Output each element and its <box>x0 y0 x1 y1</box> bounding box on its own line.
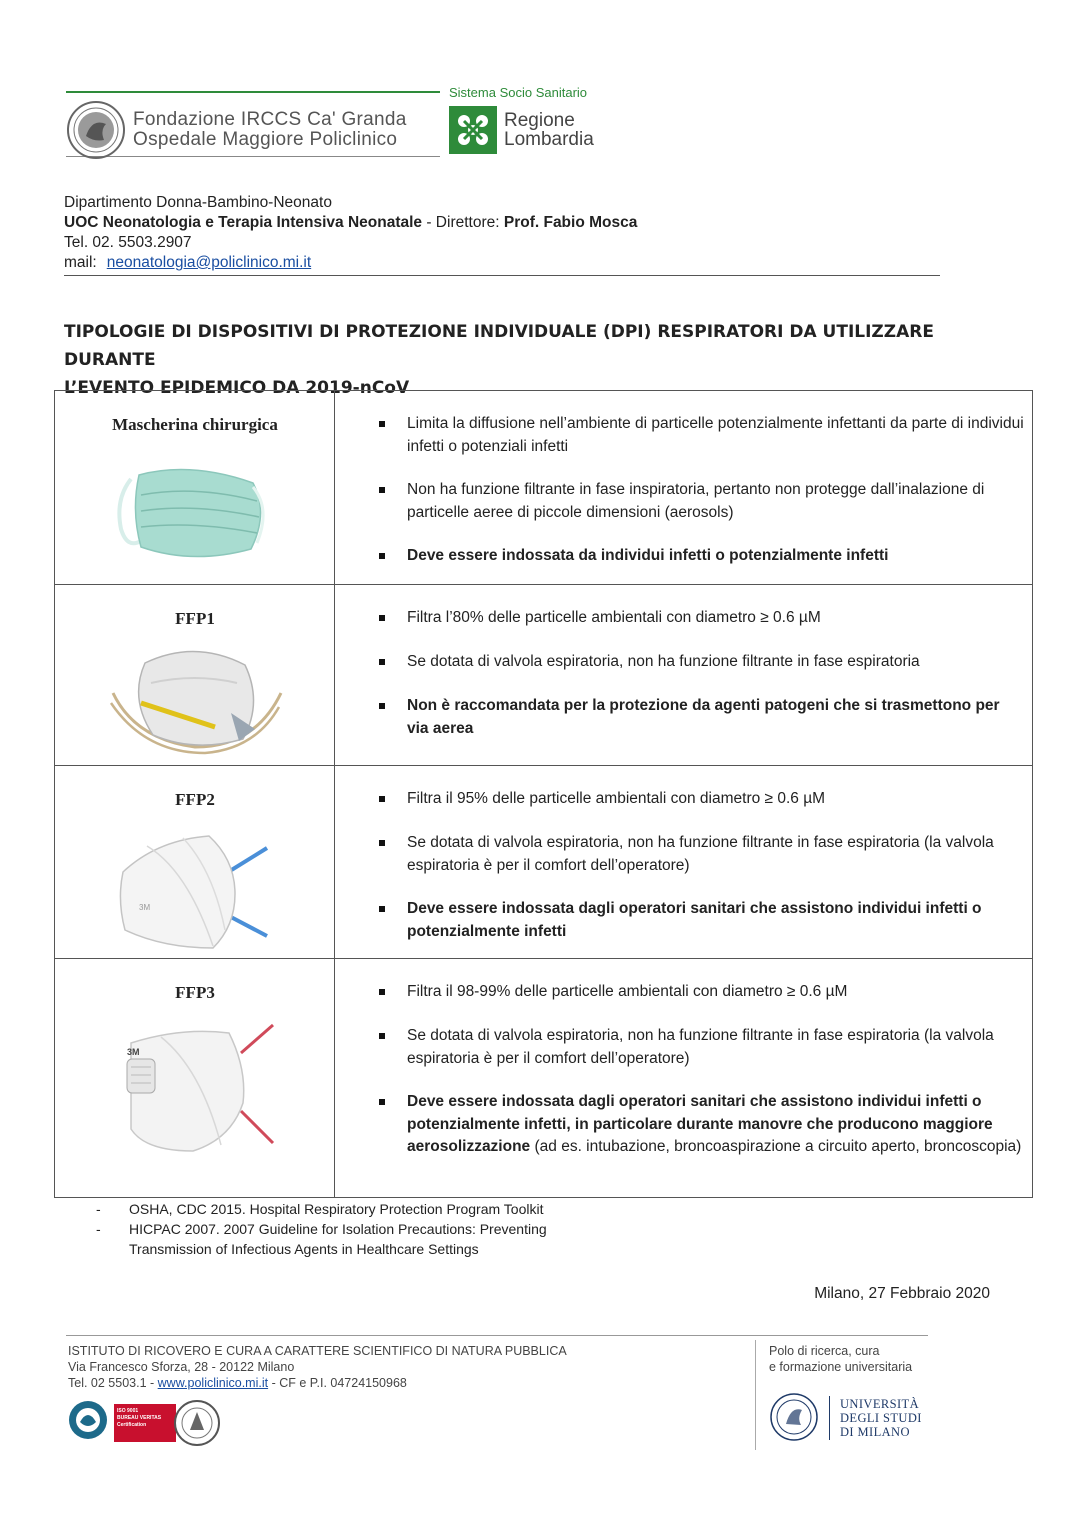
references <box>96 1199 547 1259</box>
bullet-text: Filtra il 95% delle particelle ambientali con diametro ≥ 0.6 µM <box>407 790 826 807</box>
surgical-mask-image <box>111 459 271 567</box>
document-date: Milano, 27 Febbraio 2020 <box>814 1285 990 1302</box>
director-separator: - Direttore: <box>422 214 504 231</box>
table-row <box>55 958 1032 1197</box>
bullet-text: Deve essere indossata da individui infetti o potenzialmente infetti <box>407 547 889 564</box>
foundation-line2: Ospedale Maggiore Policlinico <box>133 129 398 150</box>
bullet-text-tail: (ad es. intubazione, broncoaspirazione a circuito aperto, broncoscopia) <box>530 1138 1022 1155</box>
footer-vat: - CF e P.I. 04724150968 <box>268 1376 407 1390</box>
bullet-marker <box>379 906 385 912</box>
svg-text:3M: 3M <box>127 1047 140 1057</box>
bullet-marker <box>379 840 385 846</box>
director-name: Prof. Fabio Mosca <box>503 214 638 231</box>
department-rule <box>64 275 940 276</box>
regione-line2: Lombardia <box>504 129 594 150</box>
description-cell <box>335 391 1032 584</box>
bv-line3: Certification <box>117 1422 147 1428</box>
system-label: Sistema Socio Sanitario <box>449 85 588 100</box>
bullet-marker <box>379 1099 385 1105</box>
bv-line2: BUREAU VERITAS <box>117 1415 162 1421</box>
unit-name: UOC Neonatologia e Terapia Intensiva Neonatale <box>64 214 423 231</box>
polo-line2: e formazione universitaria <box>769 1360 913 1374</box>
reference-text: HICPAC 2007. 2007 Guideline for Isolation Precautions: Preventing <box>129 1221 547 1237</box>
dpi-table <box>54 390 1033 1198</box>
department-name: Dipartimento Donna-Bambino-Neonato <box>64 194 332 211</box>
bureau-veritas-badge <box>114 1404 222 1442</box>
title-line2: L’EVENTO EPIDEMICO DA 2019-nCoV <box>64 378 410 398</box>
ffp1-respirator-image <box>105 643 285 757</box>
bullet-item <box>375 651 1024 674</box>
bullet-item <box>375 413 1024 458</box>
reference-item <box>96 1219 547 1259</box>
regione-lombardia-name <box>504 111 594 149</box>
unimi-seal-logo <box>769 1392 819 1442</box>
department-tel: Tel. 02. 5503.2907 <box>64 234 192 251</box>
footer-tel: Tel. 02 5503.1 - <box>68 1376 158 1390</box>
unimi-line3: DI MILANO <box>840 1425 910 1439</box>
bullet-marker <box>379 615 385 621</box>
bullet-item <box>375 695 1024 740</box>
bullet-text: Deve essere indossata dagli operatori sanitari che assistono individui infetti o potenzialmente infetti, in particolare durante manovre che producono maggiore aerosolizzazione <box>407 1093 993 1155</box>
device-cell <box>55 959 335 1197</box>
mail-line <box>64 253 637 273</box>
title-line1: TIPOLOGIE DI DISPOSITIVI DI PROTEZIONE INDIVIDUALE (DPI) RESPIRATORI DA UTILIZZARE DURANTE <box>64 322 934 370</box>
device-name: FFP2 <box>175 790 215 809</box>
device-cell <box>55 391 335 584</box>
regione-lombardia-logo <box>449 106 497 154</box>
bullet-item <box>375 981 1024 1004</box>
bullet-text: Non è raccomandata per la protezione da agenti patogeni che si trasmettono per via aerea <box>407 697 1000 737</box>
bullet-marker <box>379 703 385 709</box>
bullet-marker <box>379 989 385 995</box>
unimi-line2: DEGLI STUDI <box>840 1411 922 1425</box>
footer-institute-info <box>68 1343 567 1391</box>
footer-line1: ISTITUTO DI RICOVERO E CURA A CARATTERE SCIENTIFICO DI NATURA PUBBLICA <box>68 1344 567 1358</box>
bullet-text: Se dotata di valvola espiratoria, non ha funzione filtrante in fase espiratoria (la valvola espiratoria è per il comfort dell’operatore) <box>407 1027 994 1067</box>
description-cell <box>335 766 1032 958</box>
bullet-text: Filtra l’80% delle particelle ambientali con diametro ≥ 0.6 µM <box>407 609 821 626</box>
bullet-marker <box>379 1033 385 1039</box>
unimi-divider <box>829 1396 830 1440</box>
device-cell <box>55 766 335 958</box>
device-name: FFP1 <box>175 609 215 628</box>
device-name: Mascherina chirurgica <box>112 415 278 434</box>
unimi-name <box>840 1397 922 1439</box>
bureau-veritas-label <box>114 1404 176 1442</box>
footer-website-link[interactable]: www.policlinico.mi.it <box>157 1376 269 1390</box>
bullet-item <box>375 788 1024 811</box>
header-green-rule <box>66 91 440 93</box>
bullet-marker <box>379 487 385 493</box>
reference-text-cont: Transmission of Infectious Agents in Healthcare Settings <box>129 1241 479 1257</box>
bullet-text: Limita la diffusione nell’ambiente di particelle potenzialmente infettanti da parte di individui infetti o potenziali infetti <box>407 415 1024 455</box>
bullet-item <box>375 479 1024 524</box>
mail-link[interactable]: neonatologia@policlinico.mi.it <box>106 254 312 271</box>
bullet-item <box>375 607 1024 630</box>
mail-label: mail: <box>64 254 97 271</box>
footer-line3 <box>68 1375 567 1391</box>
department-info <box>64 193 637 273</box>
bureau-veritas-seal-icon <box>172 1398 222 1448</box>
bv-line1: ISO 9001 <box>117 1408 139 1414</box>
bullet-text: Non ha funzione filtrante in fase inspiratoria, pertanto non protegge dall’inalazione di particelle aeree di piccole dimensioni (aerosols) <box>407 481 985 521</box>
bullet-marker <box>379 553 385 559</box>
regione-line1: Regione <box>504 110 575 131</box>
accredia-logo <box>68 1398 108 1446</box>
bullet-item <box>375 1091 1024 1159</box>
table-row <box>55 765 1032 958</box>
foundation-name <box>133 110 407 150</box>
bullet-text: Filtra il 98-99% delle particelle ambientali con diametro ≥ 0.6 µM <box>407 983 848 1000</box>
bullet-item <box>375 545 1024 568</box>
polo-line1: Polo di ricerca, cura <box>769 1344 880 1358</box>
ffp2-respirator-image <box>117 830 277 954</box>
footer-rule <box>66 1335 928 1336</box>
table-row <box>55 584 1032 765</box>
device-cell <box>55 585 335 765</box>
bullet-marker <box>379 796 385 802</box>
polo-label <box>769 1343 912 1375</box>
footer-divider <box>755 1340 756 1450</box>
description-cell <box>335 585 1032 765</box>
ffp3-respirator-image <box>121 1019 281 1155</box>
fondazione-seal-logo <box>66 100 126 160</box>
bullet-item <box>375 832 1024 877</box>
svg-text:3M: 3M <box>139 903 151 912</box>
description-cell <box>335 959 1032 1197</box>
unit-line <box>64 213 637 233</box>
reference-item: - OSHA, CDC 2015. Hospital Respiratory Protection Program Toolkit <box>96 1199 547 1219</box>
device-name: FFP3 <box>175 983 215 1002</box>
footer-line2: Via Francesco Sforza, 28 - 20122 Milano <box>68 1360 295 1374</box>
bullet-text: Se dotata di valvola espiratoria, non ha funzione filtrante in fase espiratoria <box>407 653 920 670</box>
table-row <box>55 391 1032 584</box>
bullet-item <box>375 898 1024 943</box>
bullet-marker <box>379 659 385 665</box>
unimi-line1: UNIVERSITÀ <box>840 1397 919 1411</box>
foundation-line1: Fondazione IRCCS Ca' Granda <box>133 109 407 130</box>
bullet-text: Deve essere indossata dagli operatori sanitari che assistono individui infetti o potenzialmente infetti <box>407 900 982 940</box>
bullet-text: Se dotata di valvola espiratoria, non ha funzione filtrante in fase espiratoria (la valvola espiratoria è per il comfort dell’operatore) <box>407 834 994 874</box>
bullet-marker <box>379 421 385 427</box>
bullet-item <box>375 1025 1024 1070</box>
